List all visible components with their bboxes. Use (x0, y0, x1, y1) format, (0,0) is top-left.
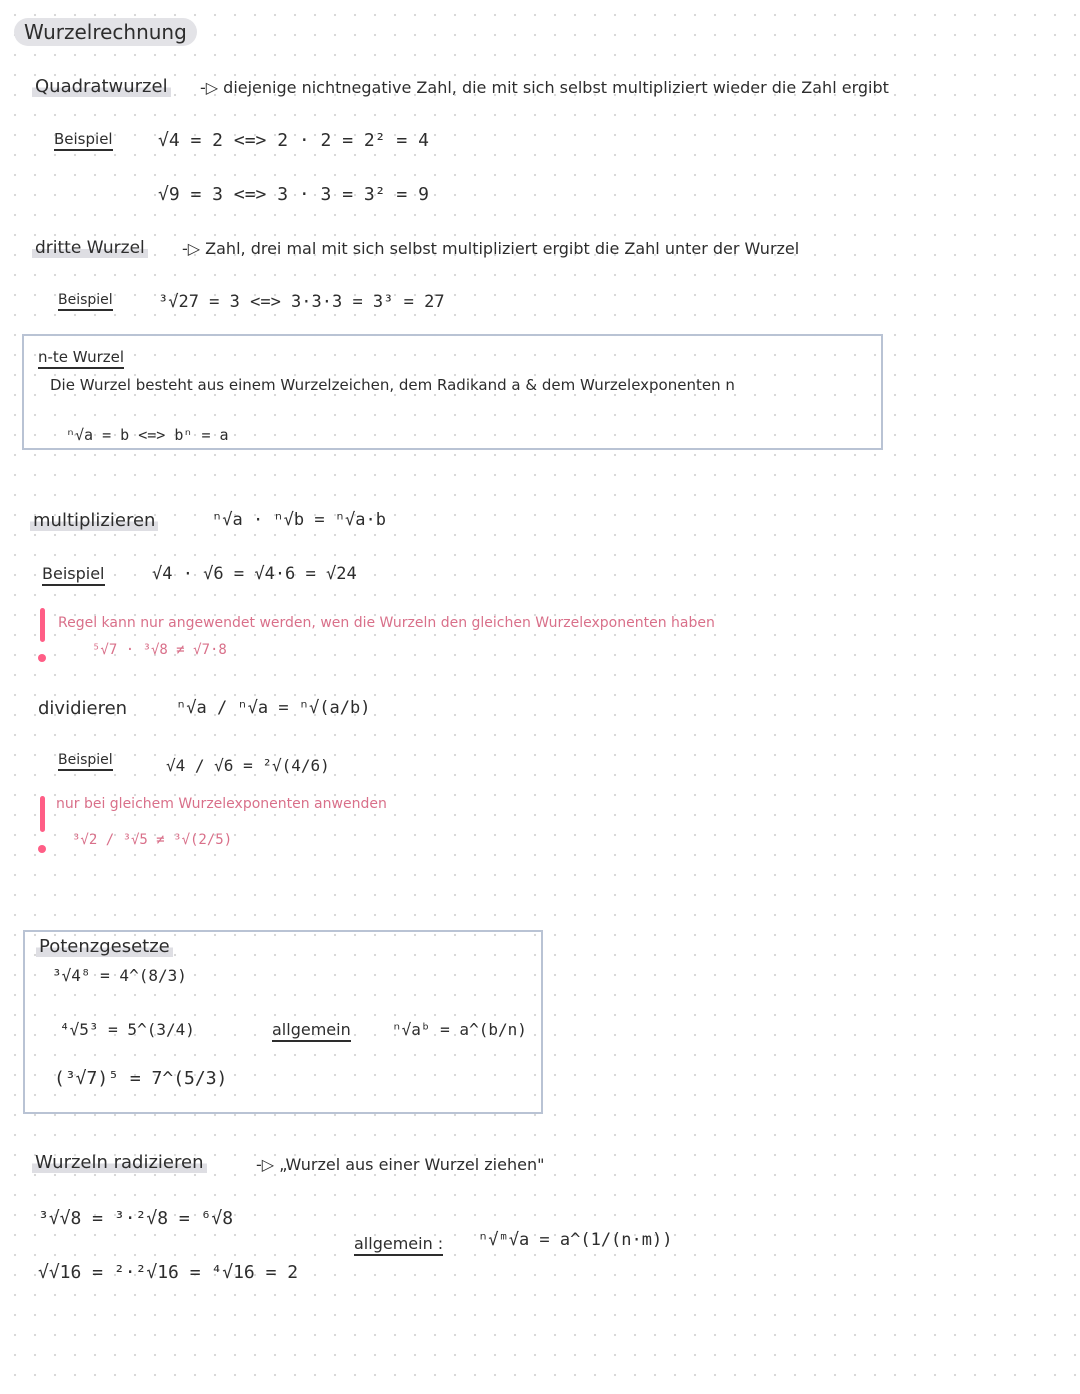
section-heading-quadratwurzel: Quadratwurzel (32, 76, 171, 97)
potenzgesetze-example-2: ⁴√5³ = 5^(3/4) (60, 1020, 195, 1039)
warning-icon (40, 608, 45, 642)
multiplizieren-warning: Regel kann nur angewendet werden, wen die Wurzeln den gleichen Wurzelexponenten haben (58, 615, 715, 631)
multiplizieren-example: √4 · √6 = √4·6 = √24 (152, 564, 357, 584)
multiplizieren-warning-example: ⁵√7 · ³√8 ≠ √7·8 (92, 642, 227, 658)
section-heading-dritte-wurzel: dritte Wurzel (32, 238, 148, 258)
radizieren-example-2: √√16 = ²·²√16 = ⁴√16 = 2 (38, 1262, 299, 1283)
beispiel-label: Beispiel (58, 292, 113, 311)
beispiel-label: Beispiel (54, 130, 113, 151)
allgemein-label: allgemein : (354, 1234, 443, 1256)
dritte-wurzel-definition: -▷ Zahl, drei mal mit sich selbst multipliziert ergibt die Zahl unter der Wurzel (182, 239, 800, 258)
nte-wurzel-definition: Die Wurzel besteht aus einem Wurzelzeichen, dem Radikand a & dem Wurzelexponenten n (50, 376, 735, 394)
quadratwurzel-definition: -▷ diejenige nichtnegative Zahl, die mit sich selbst multipliziert wieder die Zahl ergibt (200, 78, 889, 97)
allgemein-label: allgemein (272, 1020, 351, 1042)
beispiel-label: Beispiel (42, 564, 105, 586)
radizieren-general: ⁿ√ᵐ√a = a^(1/(n·m)) (478, 1230, 673, 1250)
dividieren-example: √4 / √6 = ²√(4/6) (166, 756, 330, 775)
radizieren-example-1: ³√√8 = ³·²√8 = ⁶√8 (38, 1208, 234, 1229)
page-title: Wurzelrechnung (14, 18, 197, 46)
section-heading-potenzgesetze: Potenzgesetze (36, 936, 173, 957)
dividieren-warning-example: ³√2 / ³√5 ≠ ³√(2/5) (72, 832, 233, 848)
beispiel-label: Beispiel (58, 752, 113, 771)
radizieren-definition: -▷ „Wurzel aus einer Wurzel ziehen" (256, 1155, 545, 1174)
warning-dot-icon (38, 845, 46, 853)
warning-icon (40, 796, 45, 832)
multiplizieren-rule: ⁿ√a · ⁿ√b = ⁿ√a·b (212, 510, 386, 530)
dividieren-rule: ⁿ√a / ⁿ√a = ⁿ√(a/b) (176, 698, 371, 718)
quadratwurzel-example-2: √9 = 3 <=> 3 · 3 = 3² = 9 (158, 184, 429, 205)
section-heading-wurzeln-radizieren: Wurzeln radizieren (32, 1152, 207, 1173)
potenzgesetze-example-3: (³√7)⁵ = 7^(5/3) (54, 1068, 228, 1089)
section-heading-multiplizieren: multiplizieren (30, 510, 158, 531)
dividieren-warning: nur bei gleichem Wurzelexponenten anwenden (56, 796, 387, 812)
warning-dot-icon (38, 654, 46, 662)
quadratwurzel-example-1: √4 = 2 <=> 2 · 2 = 2² = 4 (158, 130, 429, 151)
potenzgesetze-example-1: ³√4⁸ = 4^(8/3) (52, 966, 187, 985)
potenzgesetze-general: ⁿ√aᵇ = a^(b/n) (392, 1020, 527, 1039)
nte-wurzel-formula: ⁿ√a = b <=> bⁿ = a (66, 426, 229, 444)
dritte-wurzel-example: ³√27 = 3 <=> 3·3·3 = 3³ = 27 (158, 292, 445, 312)
section-heading-dividieren: dividieren (38, 698, 128, 719)
section-heading-nte-wurzel: n-te Wurzel (38, 348, 124, 369)
